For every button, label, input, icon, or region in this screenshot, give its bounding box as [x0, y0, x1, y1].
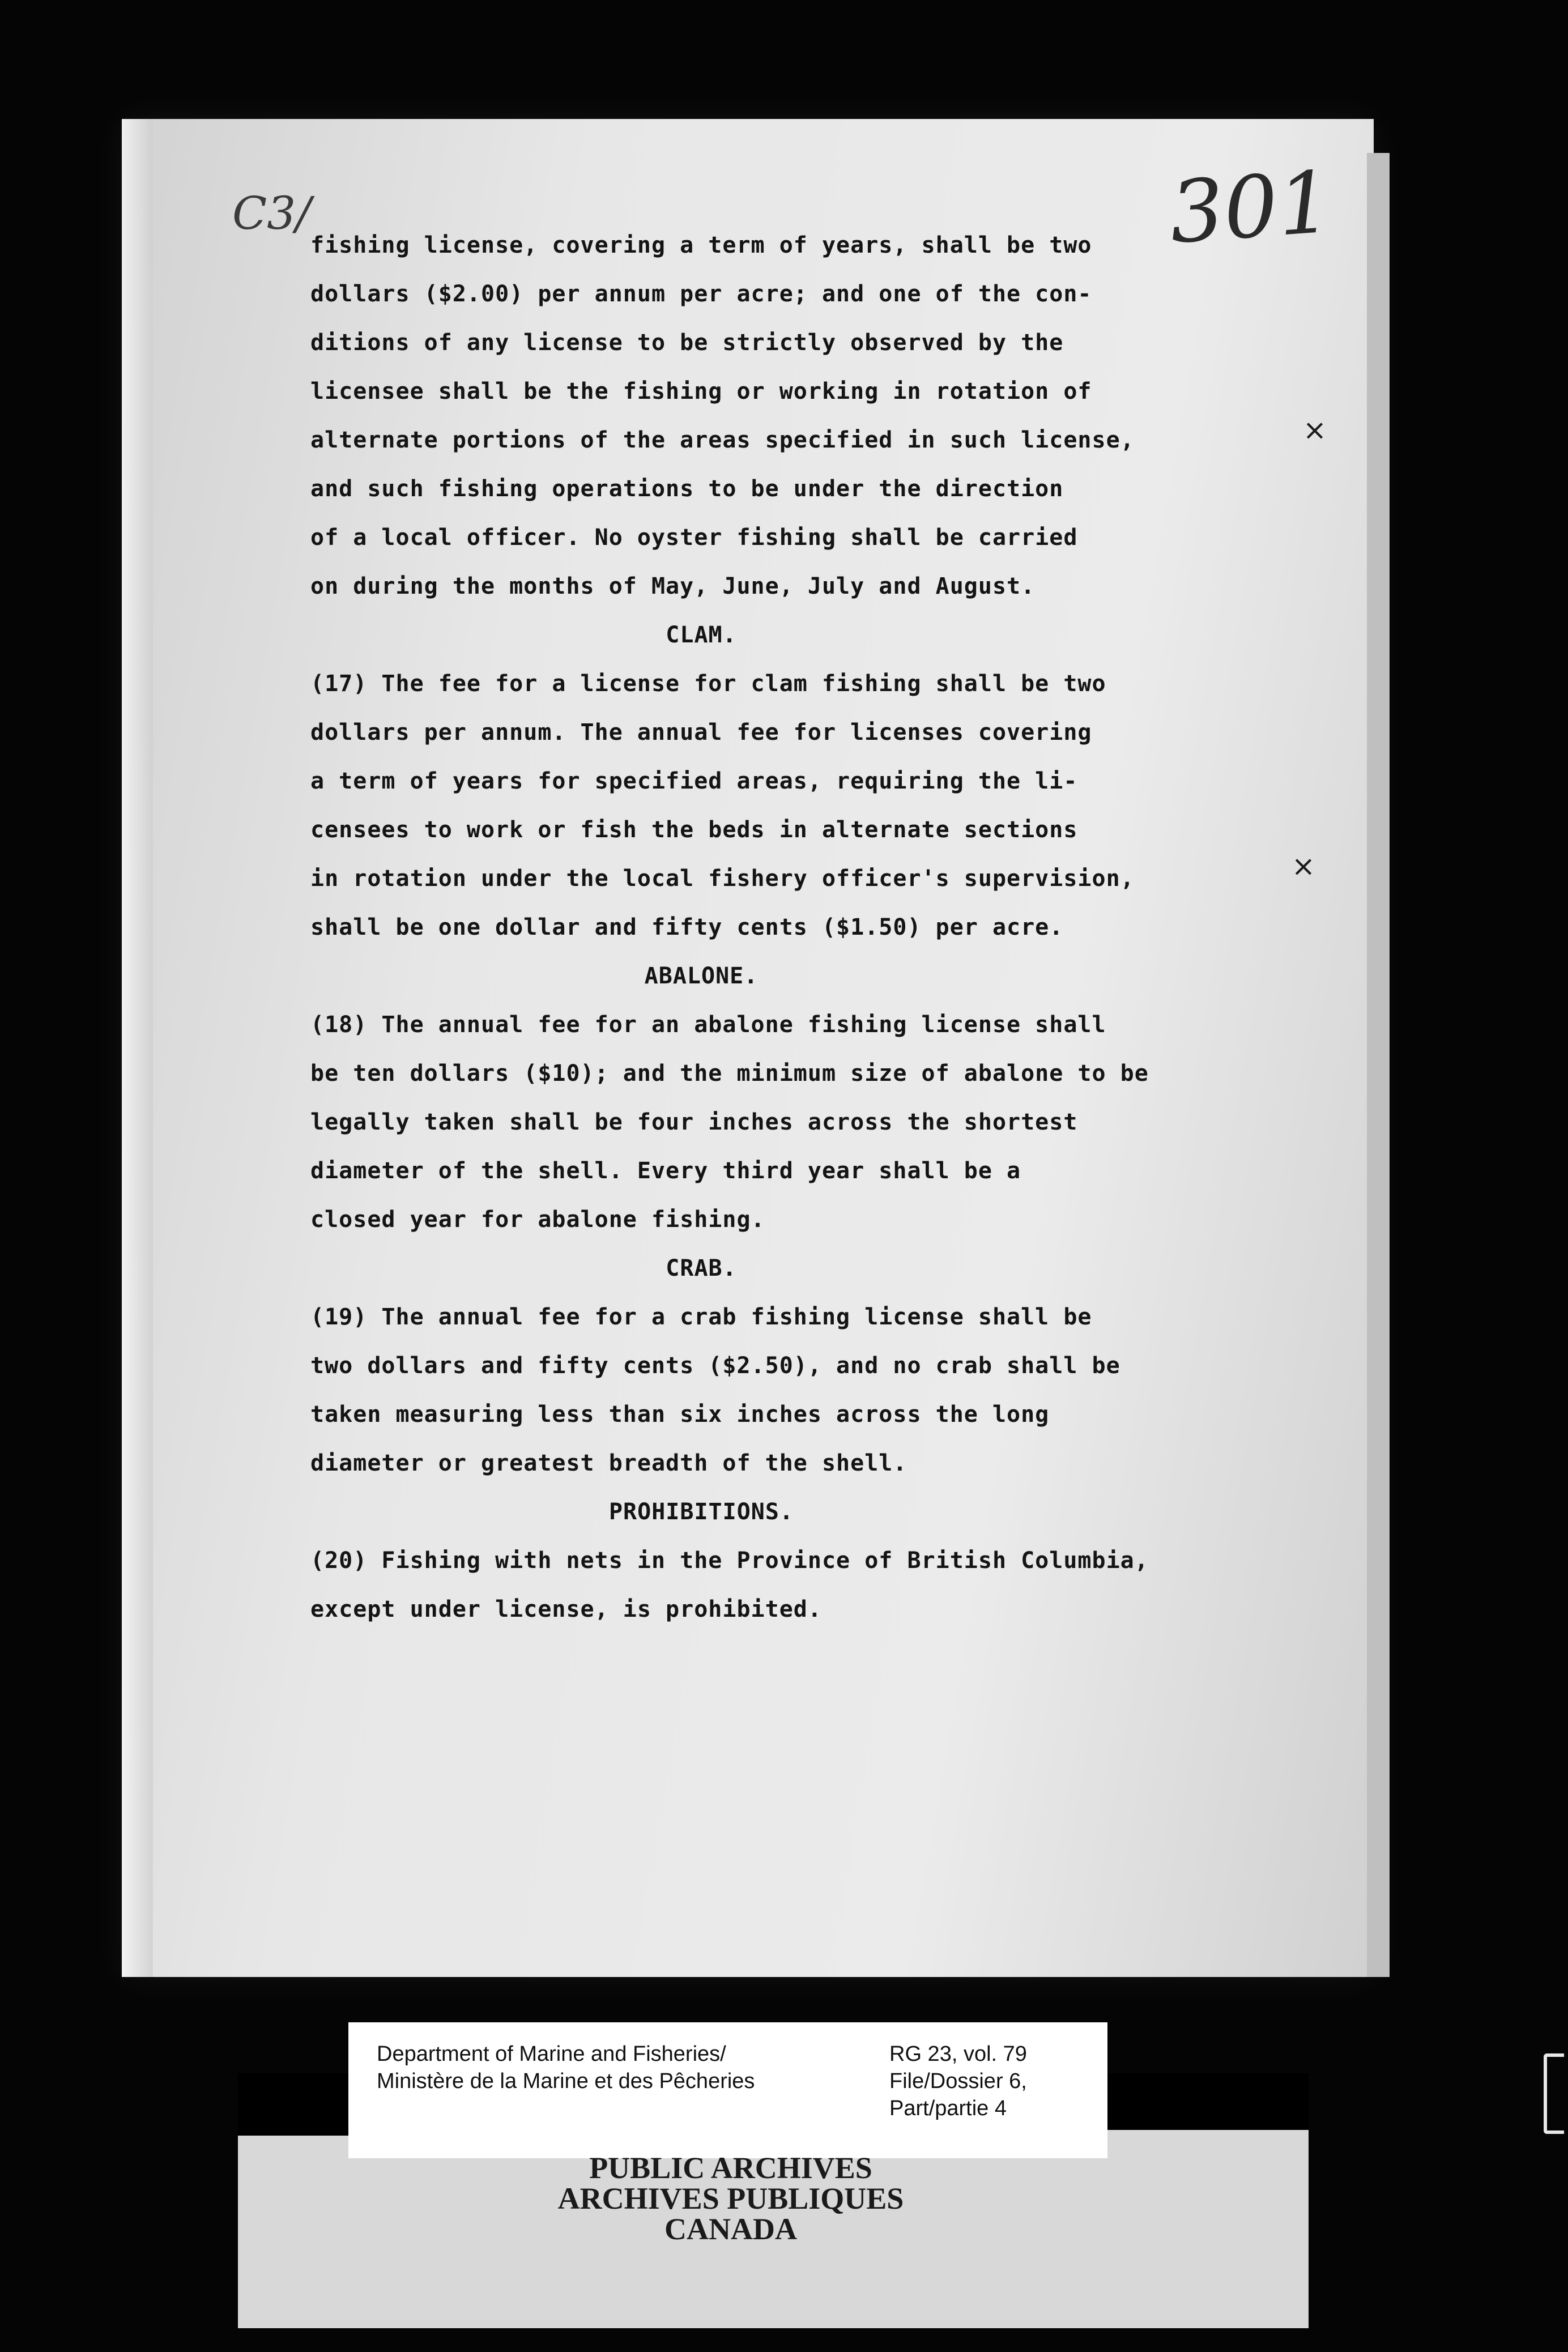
stamp-line-english: PUBLIC ARCHIVES: [589, 2151, 872, 2185]
text-line: shall be one dollar and fifty cents ($1.50) per acre.: [310, 914, 1064, 940]
text-line: and such fishing operations to be under the direction: [310, 476, 1064, 502]
text-line: alternate portions of the areas specified in such license,: [310, 427, 1135, 453]
page-edge-right: [1367, 153, 1390, 1977]
film-edge-bracket: [1544, 2053, 1564, 2134]
section-heading-crab: CRAB.: [666, 1255, 737, 1281]
public-archives-stamp: [351, 2153, 1110, 2244]
section-heading-abalone: ABALONE.: [644, 963, 759, 989]
text-line: on during the months of May, June, July and August.: [310, 573, 1036, 599]
text-line: two dollars and fifty cents ($2.50), and no crab shall be: [310, 1353, 1120, 1379]
text-line: in rotation under the local fishery officer's supervision,: [310, 866, 1135, 892]
text-line: licensee shall be the fishing or working in rotation of: [310, 378, 1092, 404]
department-name: [377, 2040, 755, 2095]
text-line: except under license, is prohibited.: [310, 1596, 822, 1622]
text-line: fishing license, covering a term of years, shall be two: [310, 232, 1092, 258]
text-line: (20) Fishing with nets in the Province of British Columbia,: [310, 1548, 1149, 1574]
stamp-line-french: ARCHIVES PUBLIQUES: [557, 2181, 904, 2215]
text-line: dollars ($2.00) per annum per acre; and one of the con-: [310, 281, 1092, 307]
section-heading-prohibitions: PROHIBITIONS.: [608, 1499, 794, 1525]
text-line: legally taken shall be four inches across the shortest: [310, 1109, 1078, 1135]
stamp-line-country: CANADA: [664, 2212, 797, 2246]
margin-cross-mark: ×: [1292, 850, 1315, 883]
text-line: (19) The annual fee for a crab fishing license shall be: [310, 1304, 1092, 1330]
department-name-french: Ministère de la Marine et des Pêcheries: [377, 2069, 755, 2093]
typed-text-body: [310, 221, 1307, 1634]
text-line: closed year for abalone fishing.: [310, 1207, 765, 1233]
text-line: (17) The fee for a license for clam fishing shall be two: [310, 671, 1106, 697]
stamp-card-notch-left: [238, 2073, 348, 2136]
corner-annotation: C3/: [232, 187, 312, 240]
text-line: be ten dollars ($10); and the minimum size of abalone to be: [310, 1060, 1149, 1086]
part-number: Part/partie 4: [889, 2097, 1007, 2120]
text-line: censees to work or fish the beds in alternate sections: [310, 817, 1078, 843]
page-edge-left: [122, 119, 153, 1977]
department-name-english: Department of Marine and Fisheries/: [377, 2042, 726, 2066]
text-line: dollars per annum. The annual fee for licenses covering: [310, 719, 1092, 745]
stamp-card-notch-right: [1107, 2073, 1309, 2130]
folio-number: 301: [1166, 153, 1336, 263]
text-line: a term of years for specified areas, requiring the li-: [310, 768, 1078, 794]
archive-reference-label: [348, 2022, 1107, 2158]
text-line: taken measuring less than six inches across the long: [310, 1401, 1050, 1428]
text-line: diameter or greatest breadth of the shell.: [310, 1450, 907, 1476]
record-reference: [889, 2040, 1027, 2122]
text-line: ditions of any license to be strictly observed by the: [310, 330, 1064, 356]
margin-cross-mark: ×: [1303, 414, 1327, 446]
file-number: File/Dossier 6,: [889, 2069, 1027, 2093]
text-line: diameter of the shell. Every third year shall be a: [310, 1158, 1021, 1184]
section-heading-clam: CLAM.: [666, 622, 737, 648]
text-line: (18) The annual fee for an abalone fishing license shall: [310, 1012, 1106, 1038]
text-line: of a local officer. No oyster fishing shall be carried: [310, 525, 1078, 551]
record-group-volume: RG 23, vol. 79: [889, 2042, 1027, 2066]
